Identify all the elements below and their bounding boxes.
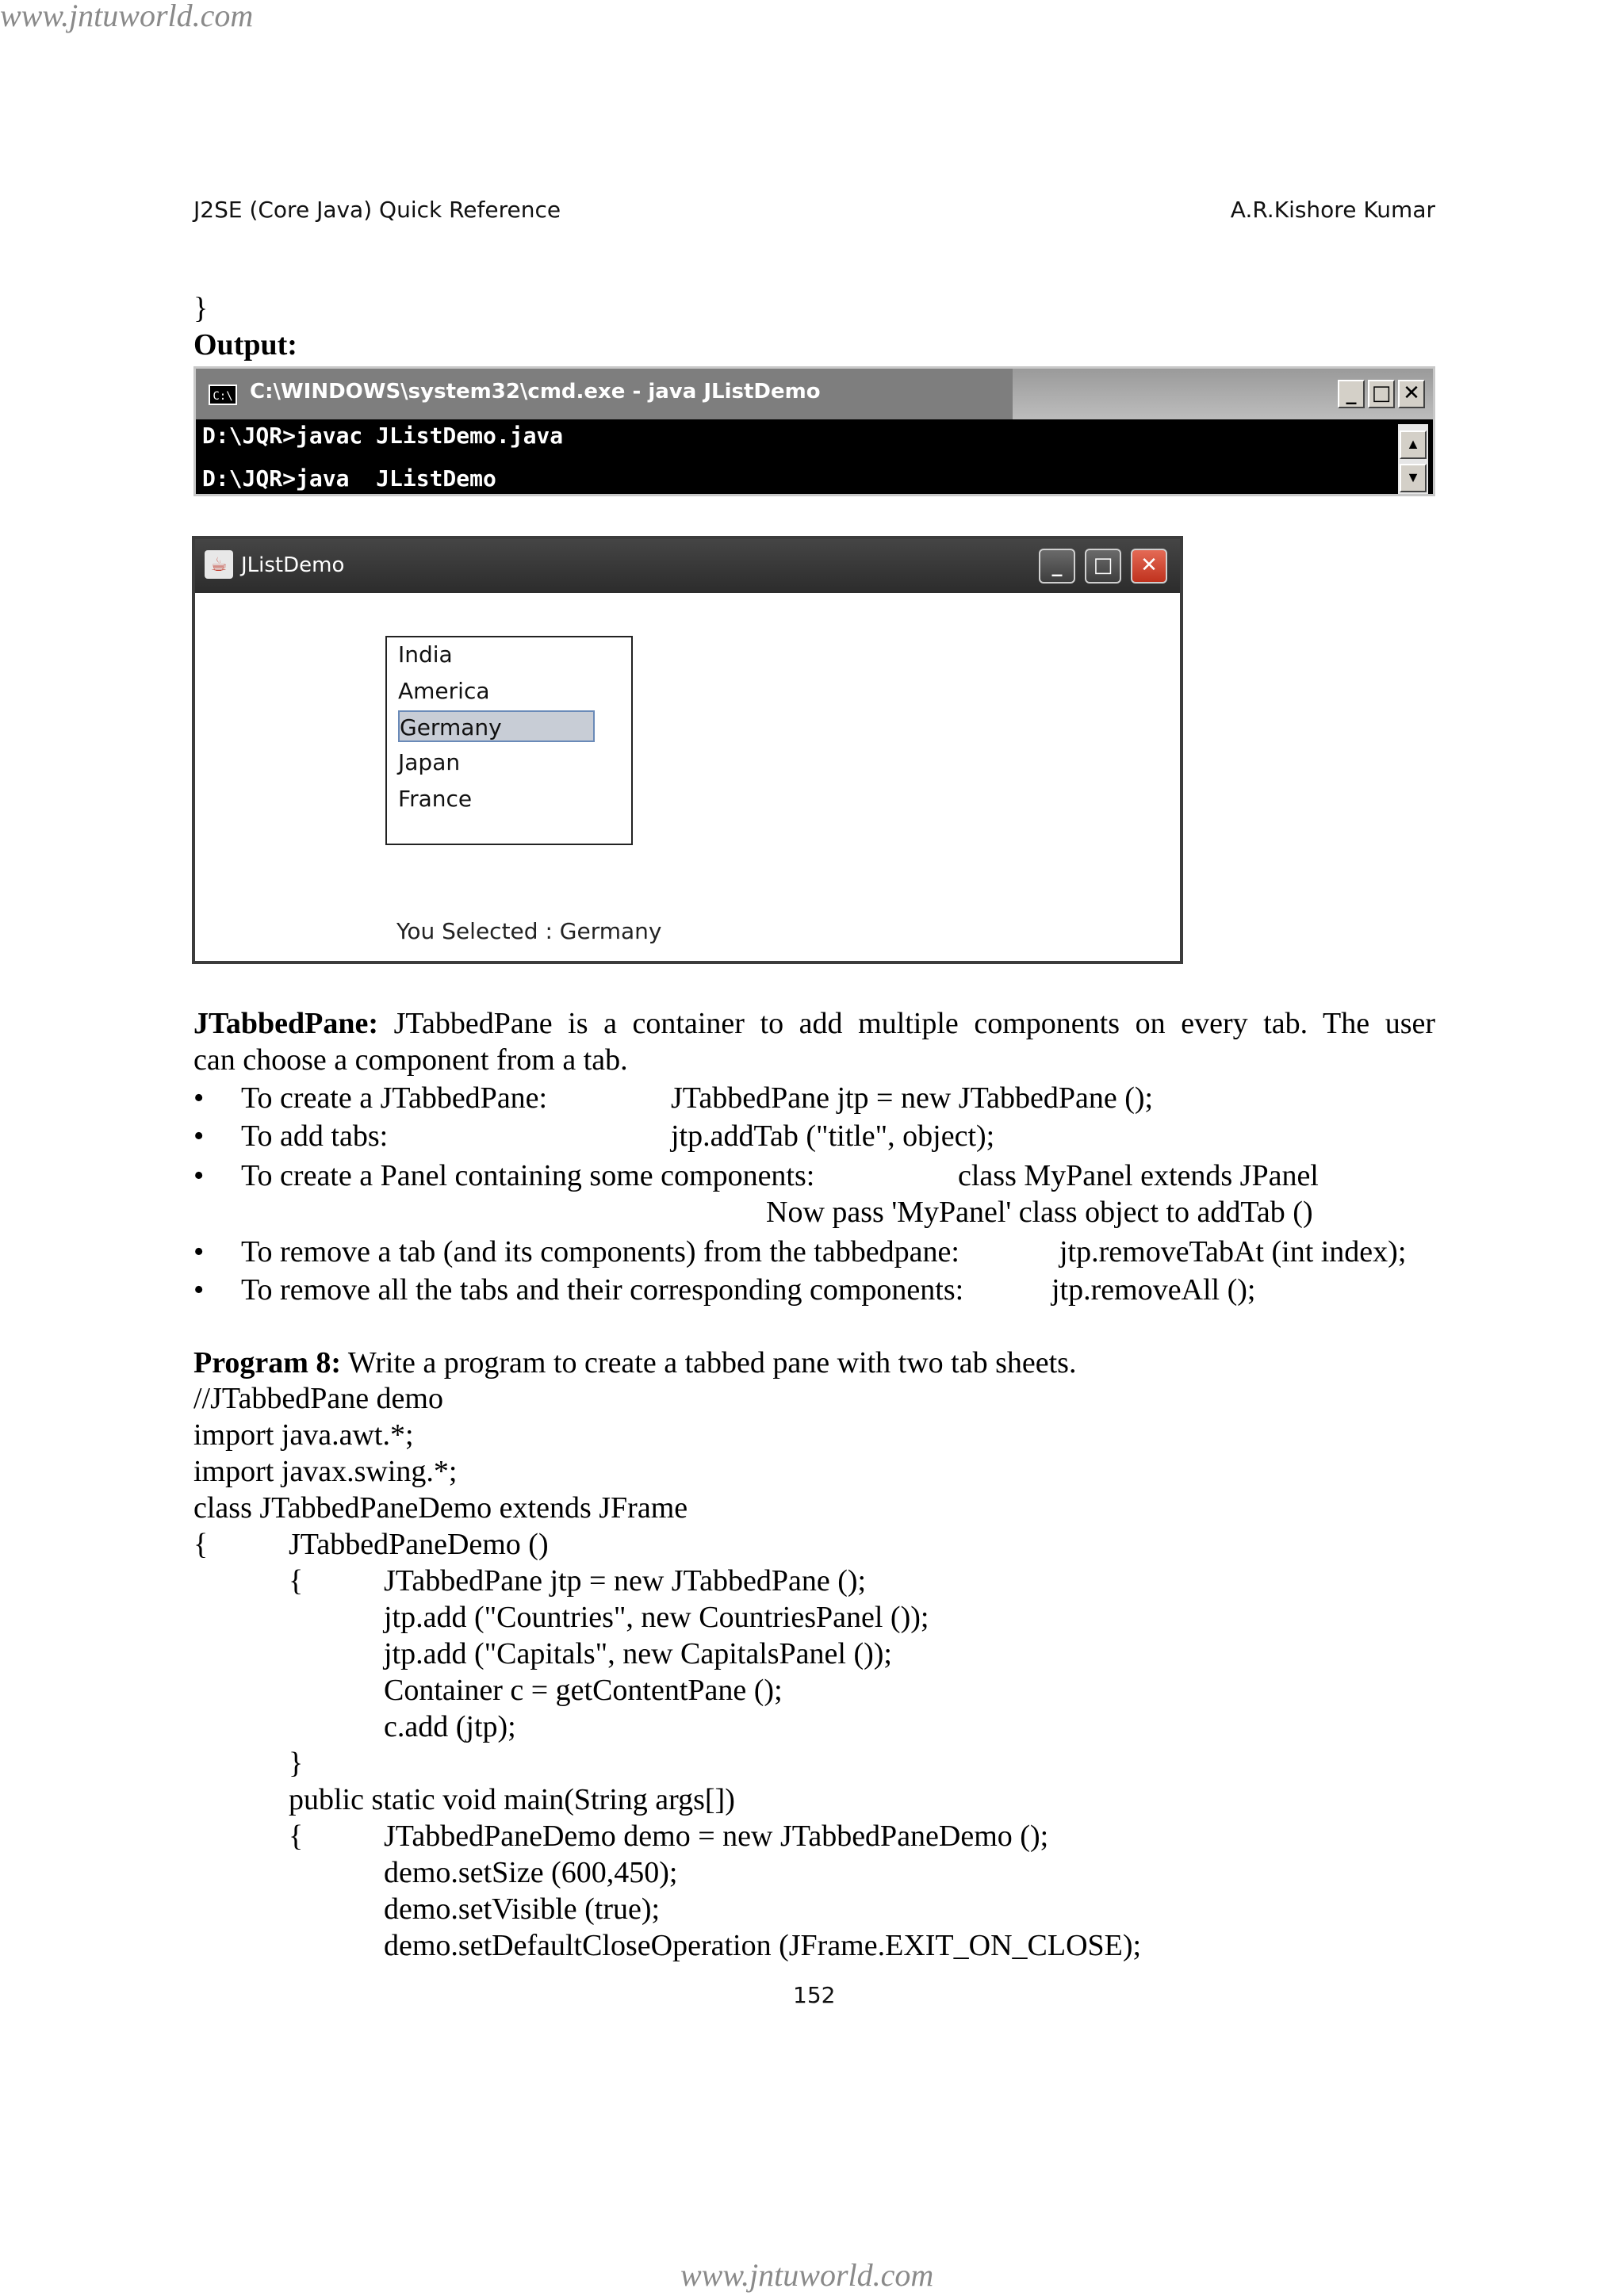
closing-brace: } (193, 292, 209, 325)
scroll-up-icon[interactable]: ▲ (1400, 430, 1427, 459)
header-right: A.R.Kishore Kumar (1230, 197, 1435, 223)
bullet-label: To create a JTabbedPane: (241, 1081, 548, 1115)
code-line: JTabbedPaneDemo () (289, 1528, 549, 1561)
bullet-code: class MyPanel extends JPanel (958, 1159, 1319, 1192)
jlist-minimize-button[interactable]: _ (1039, 549, 1075, 584)
list-item[interactable]: America (398, 678, 490, 704)
bullet-dot: • (193, 1159, 205, 1192)
jtabbedpane-intro-line1 (193, 1005, 1435, 1042)
jlist-window (192, 536, 1183, 964)
bullet-code: jtp.removeTabAt (int index); (1059, 1235, 1407, 1269)
selected-label: You Selected : Germany (396, 918, 662, 944)
code-line: { (193, 1528, 209, 1561)
code-line: c.add (jtp); (384, 1710, 516, 1743)
list-item[interactable]: Japan (398, 749, 461, 775)
code-line: import java.awt.*; (193, 1418, 414, 1452)
jtabbedpane-intro-text: JTabbedPane is a container to add multiple components on every tab. The user (393, 1007, 1436, 1040)
jlist-title: JListDemo (241, 553, 345, 577)
bullet-dot: • (193, 1235, 205, 1269)
jlist-titlebar[interactable] (195, 539, 1180, 593)
cmd-line-1: D:\JQR>javac JListDemo.java (202, 423, 564, 449)
code-line: } (289, 1747, 304, 1780)
code-line: demo.setDefaultCloseOperation (JFrame.EXIT_ON_CLOSE); (384, 1929, 1142, 1962)
code-line: public static void main(String args[]) (289, 1783, 735, 1816)
watermark-bottom: www.jntuworld.com (680, 2257, 934, 2293)
code-line: //JTabbedPane demo (193, 1382, 443, 1415)
header-left: J2SE (Core Java) Quick Reference (193, 197, 561, 223)
cmd-titlebar[interactable] (196, 369, 1433, 419)
code-line: Container c = getContentPane (); (384, 1674, 783, 1707)
list-item[interactable]: India (398, 641, 453, 668)
output-label: Output: (193, 328, 297, 362)
jtabbedpane-term: JTabbedPane: (193, 1007, 378, 1040)
bullet-label: To create a Panel containing some components: (241, 1159, 815, 1192)
cmd-icon: C:\ (209, 385, 237, 405)
bullet-code: jtp.addTab ("title", object); (671, 1119, 995, 1153)
cmd-minimize-button[interactable]: _ (1338, 380, 1365, 408)
program-heading-text: Write a program to create a tabbed pane with two tab sheets. (347, 1346, 1077, 1380)
watermark-top: www.jntuworld.com (0, 0, 254, 33)
bullet-dot: • (193, 1119, 205, 1153)
jtabbedpane-intro-line2: can choose a component from a tab. (193, 1043, 628, 1077)
bullet-code: jtp.removeAll (); (1051, 1273, 1256, 1307)
jlist-maximize-button[interactable]: □ (1085, 549, 1121, 584)
scroll-down-icon[interactable]: ▼ (1400, 464, 1427, 492)
cmd-line-2: D:\JQR>java JListDemo (202, 465, 496, 492)
list-item[interactable]: France (398, 786, 473, 812)
code-line: { (289, 1820, 304, 1853)
java-cup-icon: ☕ (205, 550, 233, 579)
code-line: jtp.add ("Capitals", new CapitalsPanel ()); (384, 1637, 892, 1670)
code-line: demo.setVisible (true); (384, 1892, 661, 1926)
country-list[interactable] (385, 636, 633, 845)
code-line: { (289, 1564, 304, 1598)
bullet-dot: • (193, 1273, 205, 1307)
code-line: class JTabbedPaneDemo extends JFrame (193, 1491, 688, 1525)
page-number: 152 (793, 1982, 836, 2008)
code-line: JTabbedPaneDemo demo = new JTabbedPaneDemo (); (384, 1820, 1049, 1853)
code-line: jtp.add ("Countries", new CountriesPanel ()); (384, 1601, 929, 1634)
code-line: import javax.swing.*; (193, 1455, 458, 1488)
bullet-label: To add tabs: (241, 1119, 389, 1153)
bullet-code: JTabbedPane jtp = new JTabbedPane (); (671, 1081, 1154, 1115)
code-line: JTabbedPane jtp = new JTabbedPane (); (384, 1564, 867, 1598)
cmd-close-button[interactable]: ✕ (1398, 380, 1425, 408)
bullet-dot: • (193, 1081, 205, 1115)
cmd-window (193, 366, 1435, 496)
program-heading: Program 8: (193, 1346, 342, 1380)
code-line: demo.setSize (600,450); (384, 1856, 678, 1889)
bullet-label: To remove a tab (and its components) from the tabbedpane: (241, 1235, 959, 1269)
cmd-scrollbar[interactable] (1398, 424, 1428, 494)
bullet-label: To remove all the tabs and their corresponding components: (241, 1273, 964, 1307)
jlist-close-button[interactable]: ✕ (1131, 549, 1167, 584)
list-item-selected[interactable]: Germany (398, 710, 595, 742)
cmd-maximize-button[interactable]: □ (1368, 380, 1395, 408)
cmd-title: C:\WINDOWS\system32\cmd.exe - java JListDemo (250, 380, 821, 404)
program-heading-line (193, 1345, 1076, 1381)
bullet-code-continued: Now pass 'MyPanel' class object to addTab () (766, 1196, 1313, 1229)
